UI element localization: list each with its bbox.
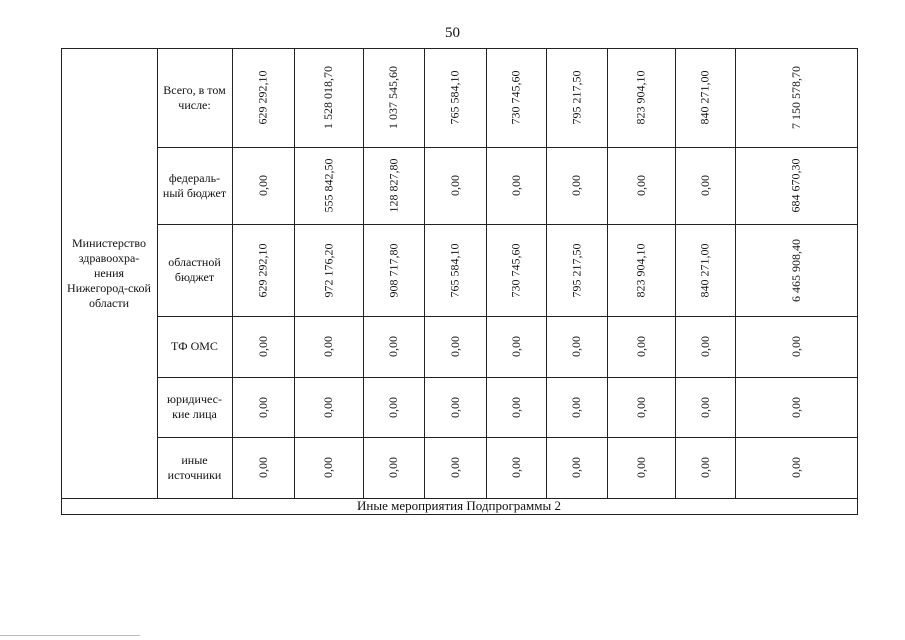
table-cell — [363, 316, 424, 377]
amount-value: 1 037 545,60 — [386, 66, 400, 129]
table-cell — [294, 316, 363, 377]
amount-value: 823 904,10 — [633, 70, 648, 125]
amount-value: 795 217,50 — [569, 70, 583, 125]
table-cell — [363, 377, 424, 437]
amount-value: 0,00 — [569, 175, 583, 196]
table-cell — [486, 224, 546, 316]
table-cell — [546, 224, 607, 316]
table-cell — [363, 147, 424, 224]
table-cell — [294, 48, 363, 147]
amount-value: 795 217,50 — [569, 243, 583, 297]
amount-value: 0,00 — [697, 457, 712, 478]
table-cell — [232, 48, 294, 147]
table-cell — [546, 316, 607, 377]
table-cell — [424, 437, 486, 498]
table-border-right — [857, 48, 858, 514]
table-cell — [424, 147, 486, 224]
amount-value: 765 584,10 — [447, 243, 462, 297]
table-cell — [294, 377, 363, 437]
table-cell — [486, 377, 546, 437]
table-cell — [546, 437, 607, 498]
table-cell — [486, 316, 546, 377]
amount-value: 0,00 — [788, 396, 803, 418]
amount-value: 840 271,00 — [697, 70, 712, 125]
amount-value: 0,00 — [255, 336, 270, 357]
amount-value: 0,00 — [508, 336, 523, 357]
amount-value: 0,00 — [633, 336, 648, 357]
table-cell — [735, 377, 857, 437]
table-cell — [735, 224, 857, 316]
table-cell — [675, 437, 735, 498]
amount-value: 0,00 — [697, 396, 712, 418]
amount-value: 0,00 — [697, 336, 712, 357]
amount-value: 128 827,80 — [386, 158, 400, 213]
amount-value: 972 176,20 — [321, 243, 335, 297]
table-cell — [735, 437, 857, 498]
funding-source-label: федераль-ный бюджет — [162, 170, 227, 200]
amount-value: 0,00 — [633, 396, 648, 418]
table-cell — [424, 316, 486, 377]
funding-source-label: ТФ ОМС — [171, 339, 218, 353]
table-cell — [232, 224, 294, 316]
amount-value: 0,00 — [447, 175, 462, 196]
amount-value: 0,00 — [255, 175, 270, 196]
table-cell — [294, 224, 363, 316]
amount-value: 0,00 — [321, 457, 335, 478]
amount-value: 629 292,10 — [255, 243, 270, 297]
amount-value: 0,00 — [788, 457, 803, 478]
amount-value: 0,00 — [569, 457, 583, 478]
table-cell — [675, 377, 735, 437]
table-cell — [735, 48, 857, 147]
table-cell — [486, 437, 546, 498]
table-cell — [232, 437, 294, 498]
section-title: Иные мероприятия Подпрограммы 2 — [357, 498, 561, 513]
table-cell — [486, 147, 546, 224]
table-cell — [735, 147, 857, 224]
amount-value: 0,00 — [386, 457, 400, 478]
amount-value: 0,00 — [508, 457, 523, 478]
table-cell — [363, 224, 424, 316]
table-cell — [607, 224, 675, 316]
amount-value: 823 904,10 — [633, 243, 648, 297]
scan-artifact-line — [0, 635, 140, 636]
amount-value: 0,00 — [633, 457, 648, 478]
amount-value: 0,00 — [447, 457, 462, 478]
table-cell — [607, 437, 675, 498]
table-cell — [424, 224, 486, 316]
organization-cell: Министерство здравоохра-нения Нижегород-ской области — [67, 235, 151, 310]
amount-value: 0,00 — [569, 336, 583, 357]
table-cell — [232, 377, 294, 437]
table-cell — [232, 147, 294, 224]
table-cell — [424, 377, 486, 437]
amount-value: 1 528 018,70 — [321, 66, 335, 129]
amount-value: 0,00 — [447, 396, 462, 418]
amount-value: 684 670,30 — [788, 158, 803, 213]
table-cell — [675, 316, 735, 377]
funding-source-label: юридичес-кие лица — [167, 392, 222, 421]
table-cell — [546, 147, 607, 224]
table-cell — [675, 224, 735, 316]
amount-value: 0,00 — [386, 336, 400, 357]
table-border-bottom — [61, 514, 858, 515]
amount-value: 730 745,60 — [508, 70, 523, 125]
table-cell — [675, 147, 735, 224]
amount-value: 0,00 — [255, 457, 270, 478]
table-cell — [546, 377, 607, 437]
amount-value: 0,00 — [508, 175, 523, 196]
amount-value: 765 584,10 — [447, 70, 462, 125]
table-cell — [735, 316, 857, 377]
amount-value: 0,00 — [321, 396, 335, 418]
table-cell — [607, 377, 675, 437]
table-cell — [486, 48, 546, 147]
page-number: 50 — [445, 25, 460, 41]
table-cell — [363, 437, 424, 498]
amount-value: 908 717,80 — [386, 243, 400, 297]
funding-source-label: Всего, в том числе: — [163, 82, 226, 112]
amount-value: 629 292,10 — [255, 70, 270, 125]
table-cell — [546, 48, 607, 147]
table-cell — [607, 316, 675, 377]
table-cell — [232, 316, 294, 377]
table-cell — [607, 48, 675, 147]
amount-value: 0,00 — [447, 336, 462, 357]
amount-value: 6 465 908,40 — [788, 238, 803, 302]
amount-value: 555 842,50 — [321, 158, 335, 213]
funding-source-label: иные источники — [167, 452, 222, 482]
table-cell — [675, 48, 735, 147]
amount-value: 0,00 — [788, 336, 803, 357]
amount-value: 840 271,00 — [697, 243, 712, 297]
funding-source-label: областной бюджет — [168, 255, 221, 284]
amount-value: 0,00 — [569, 396, 583, 418]
amount-value: 0,00 — [255, 396, 270, 418]
amount-value: 730 745,60 — [508, 243, 523, 297]
amount-value: 0,00 — [633, 175, 648, 196]
table-cell — [607, 147, 675, 224]
table-cell — [294, 437, 363, 498]
amount-value: 7 150 578,70 — [788, 66, 803, 129]
table-cell — [294, 147, 363, 224]
amount-value: 0,00 — [386, 396, 400, 418]
table-cell — [363, 48, 424, 147]
amount-value: 0,00 — [697, 175, 712, 196]
amount-value: 0,00 — [321, 336, 335, 357]
table-cell — [424, 48, 486, 147]
amount-value: 0,00 — [508, 396, 523, 418]
